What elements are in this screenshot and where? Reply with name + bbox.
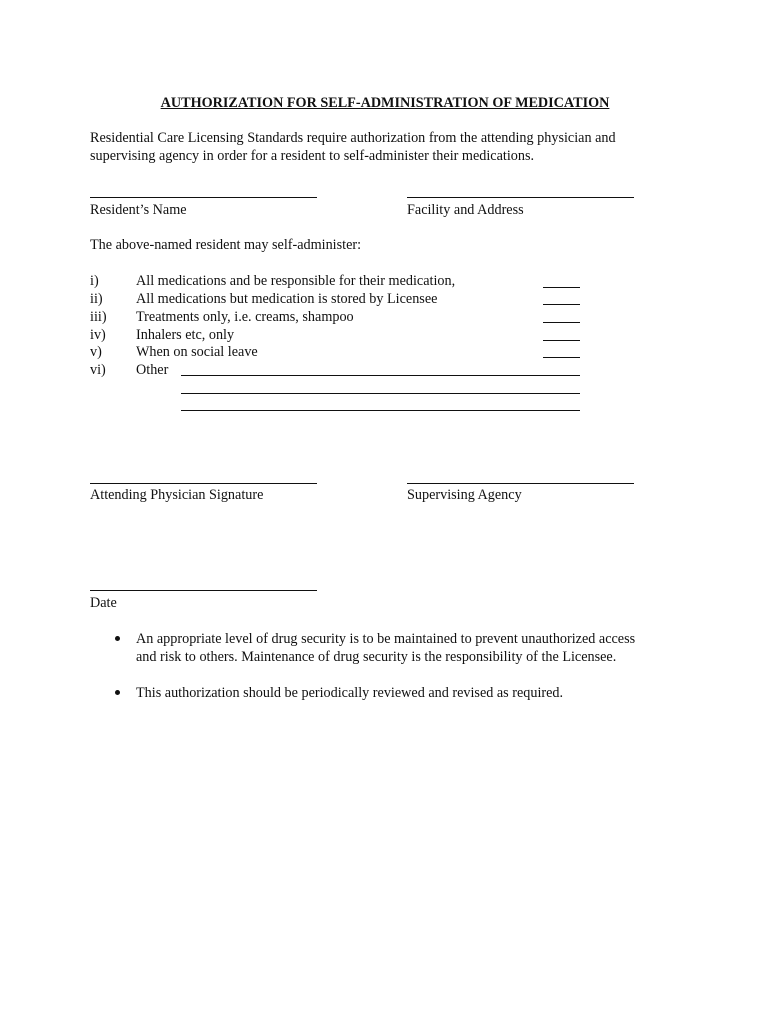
bullet-icon bbox=[115, 690, 120, 695]
supervising-agency-line[interactable] bbox=[407, 483, 634, 484]
supervising-agency-label: Supervising Agency bbox=[407, 487, 522, 503]
resident-name-line[interactable] bbox=[90, 197, 317, 198]
option-checkline[interactable] bbox=[543, 340, 580, 341]
physician-signature-label: Attending Physician Signature bbox=[90, 487, 264, 503]
other-line-2[interactable] bbox=[181, 393, 580, 394]
option-numeral: iii) bbox=[90, 309, 107, 325]
option-numeral: vi) bbox=[90, 362, 106, 378]
other-line-1[interactable] bbox=[181, 375, 580, 376]
option-text: All medications and be responsible for their medication, bbox=[136, 273, 456, 289]
option-checkline[interactable] bbox=[543, 287, 580, 288]
note-line: This authorization should be periodically reviewed and revised as required. bbox=[136, 685, 564, 701]
note-line: An appropriate level of drug security is to be maintained to prevent unauthorized access bbox=[136, 631, 636, 647]
option-numeral: ii) bbox=[90, 291, 103, 307]
option-checkline[interactable] bbox=[543, 322, 580, 323]
option-checkline[interactable] bbox=[543, 304, 580, 305]
option-numeral: v) bbox=[90, 344, 102, 360]
option-numeral: iv) bbox=[90, 327, 106, 343]
intro-line-1: Residential Care Licensing Standards require authorization from the attending physician and bbox=[90, 130, 616, 146]
physician-signature-line[interactable] bbox=[90, 483, 317, 484]
note-line: and risk to others. Maintenance of drug security is the responsibility of the Licensee. bbox=[136, 649, 617, 665]
option-numeral: i) bbox=[90, 273, 99, 289]
date-line[interactable] bbox=[90, 590, 317, 591]
date-label: Date bbox=[90, 595, 117, 611]
option-text: When on social leave bbox=[136, 344, 258, 360]
option-text: All medications but medication is stored by Licensee bbox=[136, 291, 438, 307]
resident-name-label: Resident’s Name bbox=[90, 202, 187, 218]
intro-line-2: supervising agency in order for a resident to self-administer their medications. bbox=[90, 148, 535, 164]
bullet-icon bbox=[115, 636, 120, 641]
option-text: Treatments only, i.e. creams, shampoo bbox=[136, 309, 354, 325]
facility-address-label: Facility and Address bbox=[407, 202, 524, 218]
option-text: Inhalers etc, only bbox=[136, 327, 235, 343]
options-intro: The above-named resident may self-administer: bbox=[90, 237, 362, 253]
form-title: AUTHORIZATION FOR SELF-ADMINISTRATION OF MEDICATION bbox=[160, 95, 610, 111]
other-line-3[interactable] bbox=[181, 410, 580, 411]
facility-address-line[interactable] bbox=[407, 197, 634, 198]
option-checkline[interactable] bbox=[543, 357, 580, 358]
option-text: Other bbox=[136, 362, 169, 378]
